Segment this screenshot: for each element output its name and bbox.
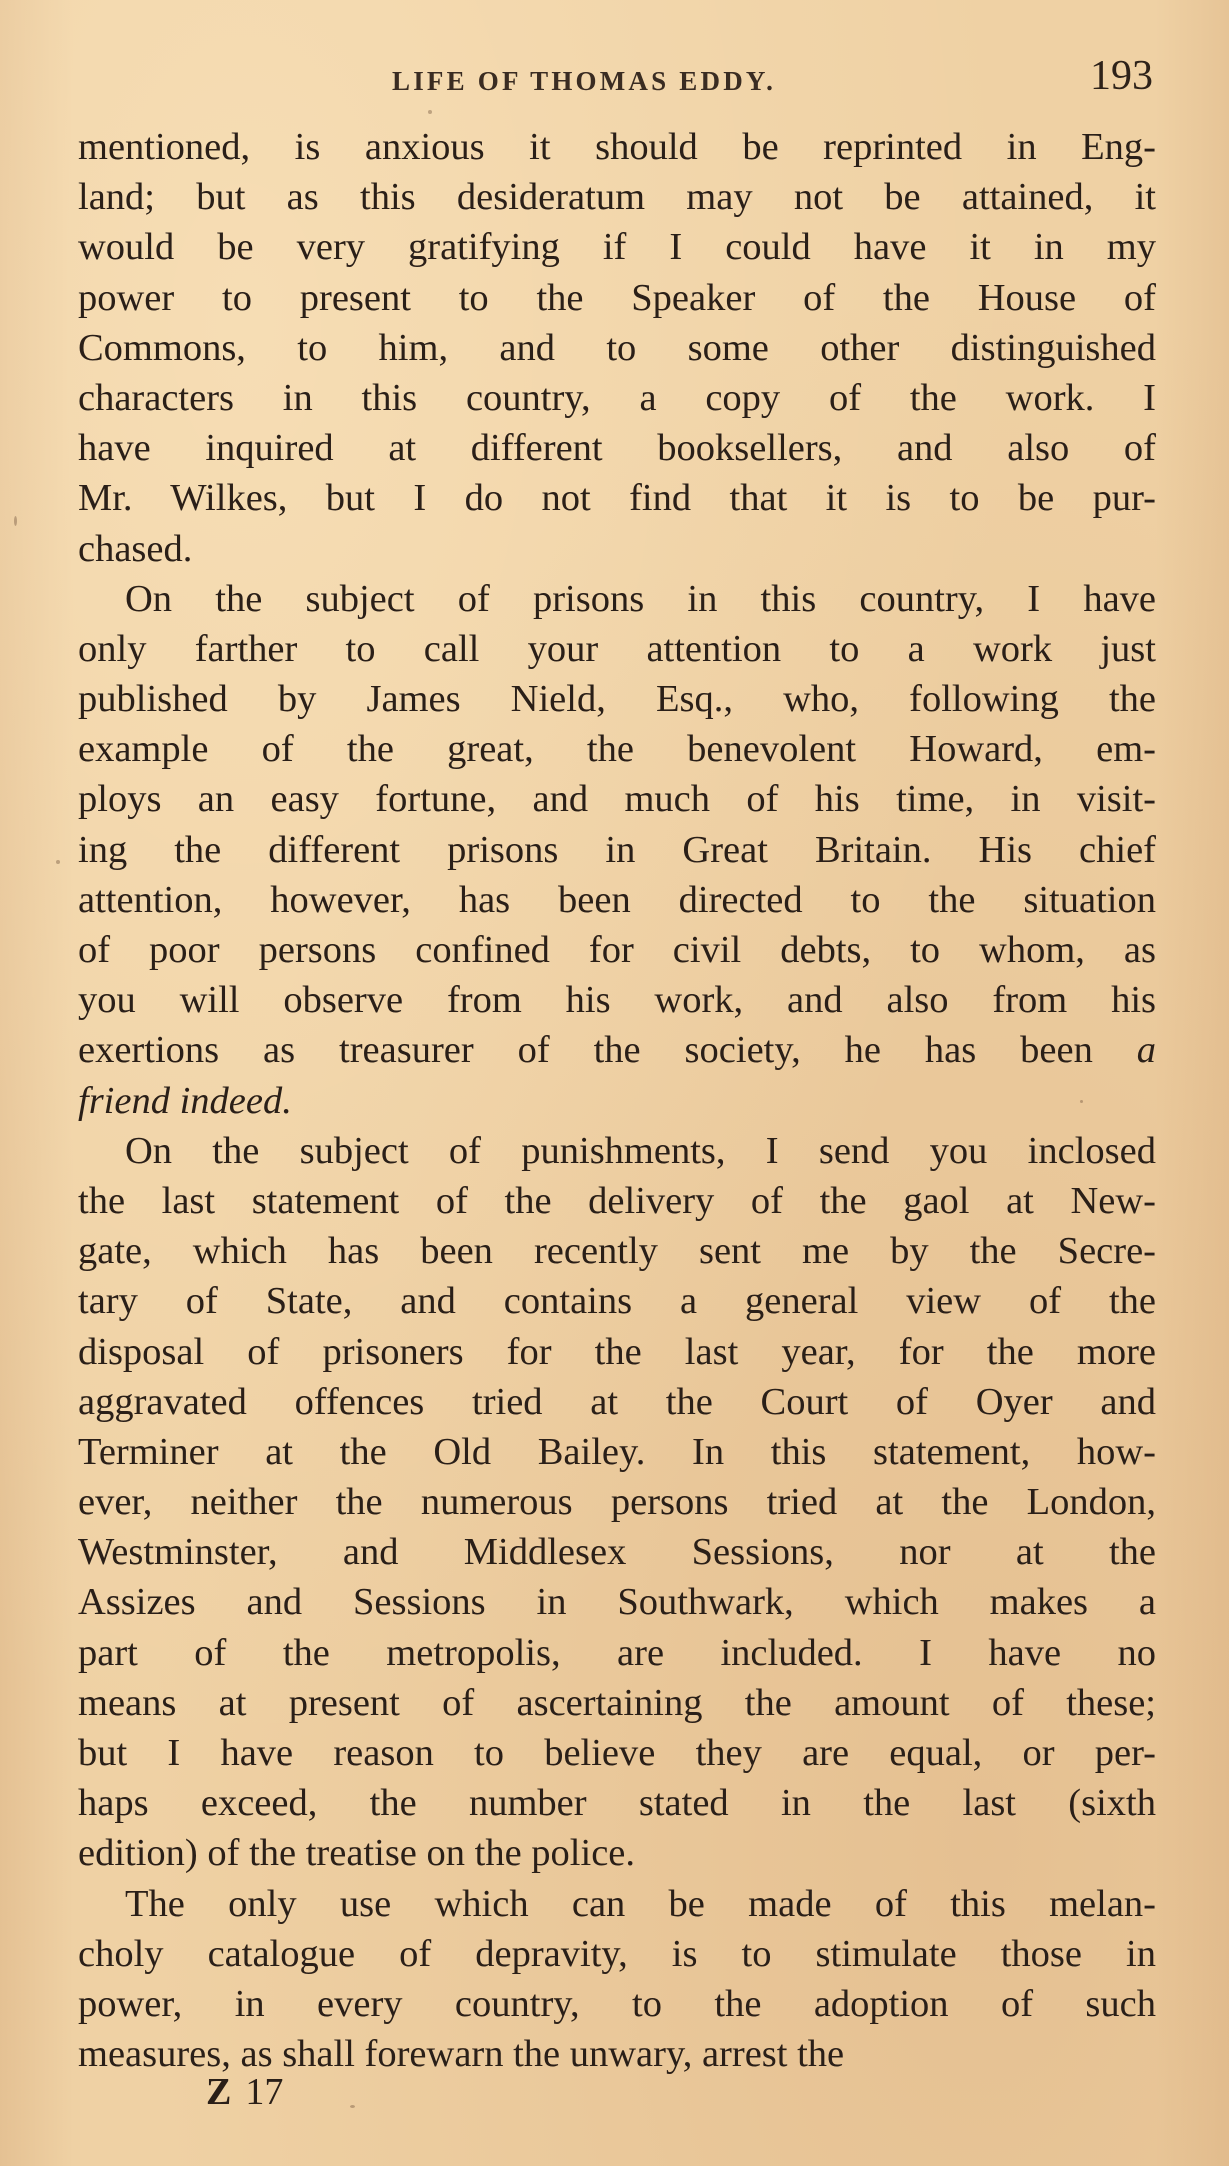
line-text: have inquired at different booksellers, and also of <box>78 427 1156 470</box>
text-line <box>78 674 1156 724</box>
line-text: would be very gratifying if I could have it in my <box>78 226 1156 269</box>
text-line <box>78 925 1156 975</box>
line-text: of poor persons confined for civil debts, to whom, as <box>78 929 1156 971</box>
line-text: Assizes and Sessions in Southwark, which makes a <box>78 1581 1156 1624</box>
text-line <box>78 1076 1156 1126</box>
text-line <box>78 1929 1156 1979</box>
text-line <box>78 473 1156 523</box>
text-line <box>78 875 1156 925</box>
line-text: means at present of ascertaining the amount of these; <box>78 1681 1156 1724</box>
running-head <box>0 52 1229 102</box>
line-text: chased. <box>78 527 193 570</box>
page-number: 193 <box>1090 53 1153 99</box>
line-text: ploys an easy fortune, and much of his time, in visit- <box>78 778 1156 821</box>
text-line <box>78 172 1156 222</box>
text-line <box>78 1126 1156 1176</box>
text-line <box>78 373 1156 423</box>
line-text: example of the great, the benevolent Howard, em- <box>78 728 1156 771</box>
line-text: ing the different prisons in Great Britain. His chief <box>78 828 1156 871</box>
text-line <box>78 1678 1156 1728</box>
line-text: you will observe from his work, and also from his <box>78 979 1156 1022</box>
line-text: gate, which has been recently sent me by the Secre- <box>78 1230 1156 1273</box>
line-text: characters in this country, a copy of the work. I <box>78 376 1156 419</box>
text-line <box>78 1377 1156 1427</box>
text-line <box>78 1427 1156 1477</box>
line-text: part of the metropolis, are included. I have no <box>78 1631 1156 1674</box>
paper-speck <box>56 860 60 864</box>
signature-mark <box>206 2070 283 2114</box>
paper-speck <box>350 2105 355 2108</box>
line-text: the last statement of the delivery of the gaol at New- <box>78 1179 1156 1222</box>
text-line <box>78 624 1156 674</box>
text-line <box>78 1979 1156 2029</box>
text-line <box>78 1327 1156 1377</box>
italic-text: a <box>1136 1029 1156 1072</box>
text-line <box>78 975 1156 1025</box>
line-text: mentioned, is anxious it should be reprinted in Eng- <box>78 126 1156 168</box>
line-text: choly catalogue of depravity, is to stimulate those in <box>78 1932 1156 1975</box>
text-line <box>78 1527 1156 1577</box>
line-text: Commons, to him, and to some other distinguished <box>78 326 1156 369</box>
line-text: power to present to the Speaker of the House of <box>78 276 1156 319</box>
line-text: The only use which can be made of this melan- <box>125 1882 1156 1925</box>
text-line <box>78 1728 1156 1778</box>
line-text: attention, however, has been directed to the situation <box>78 878 1156 921</box>
text-line <box>78 1778 1156 1828</box>
body-text <box>78 122 1156 2079</box>
text-line <box>78 774 1156 824</box>
text-line <box>78 222 1156 272</box>
line-text: Mr. Wilkes, but I do not find that it is to be pur- <box>78 477 1156 520</box>
line-text: Terminer at the Old Bailey. In this statement, how- <box>78 1430 1156 1473</box>
line-text: Westminster, and Middlesex Sessions, nor at the <box>78 1531 1156 1574</box>
line-text: disposal of prisoners for the last year, for the more <box>78 1330 1156 1373</box>
text-line <box>78 1176 1156 1226</box>
text-line <box>78 122 1156 172</box>
line-text: edition) of the treatise on the police. <box>78 1832 635 1875</box>
paper-speck <box>1080 1100 1083 1103</box>
line-text: only farther to call your attention to a work just <box>78 627 1156 670</box>
line-text: On the subject of prisons in this country, I have <box>125 577 1156 620</box>
text-line <box>78 323 1156 373</box>
text-line <box>78 1577 1156 1627</box>
text-line <box>78 1025 1156 1075</box>
line-text: ever, neither the numerous persons tried at the London, <box>78 1481 1156 1524</box>
text-line <box>78 1879 1156 1929</box>
paper-speck <box>428 110 432 114</box>
text-line <box>78 825 1156 875</box>
signature-number: 17 <box>245 2071 284 2113</box>
line-text: tary of State, and contains a general view of the <box>78 1280 1156 1323</box>
text-line <box>78 1276 1156 1326</box>
running-title: LIFE OF THOMAS EDDY. <box>392 66 777 96</box>
italic-text: friend indeed. <box>78 1079 292 1122</box>
text-line <box>78 423 1156 473</box>
text-line <box>78 1226 1156 1276</box>
line-text: haps exceed, the number stated in the last (sixth <box>78 1782 1156 1825</box>
line-text: exertions as treasurer of the society, he has been <box>78 1029 1093 1072</box>
line-text: power, in every country, to the adoption of such <box>78 1982 1156 2025</box>
line-text: published by James Nield, Esq., who, following the <box>78 678 1156 721</box>
text-line <box>78 273 1156 323</box>
text-line <box>78 1828 1156 1878</box>
text-line <box>78 524 1156 574</box>
paper-speck <box>14 516 17 526</box>
line-text: On the subject of punishments, I send you inclosed <box>125 1129 1156 1172</box>
text-line <box>78 1477 1156 1527</box>
line-text: aggravated offences tried at the Court of Oyer and <box>78 1380 1156 1423</box>
text-line <box>78 724 1156 774</box>
text-line <box>78 574 1156 624</box>
line-text: but I have reason to believe they are equal, or per- <box>78 1732 1156 1774</box>
line-text: land; but as this desideratum may not be attained, it <box>78 176 1156 219</box>
text-line <box>78 1628 1156 1678</box>
line-text: measures, as shall forewarn the unwary, arrest the <box>78 2033 845 2076</box>
signature-letter: Z <box>206 2071 232 2113</box>
